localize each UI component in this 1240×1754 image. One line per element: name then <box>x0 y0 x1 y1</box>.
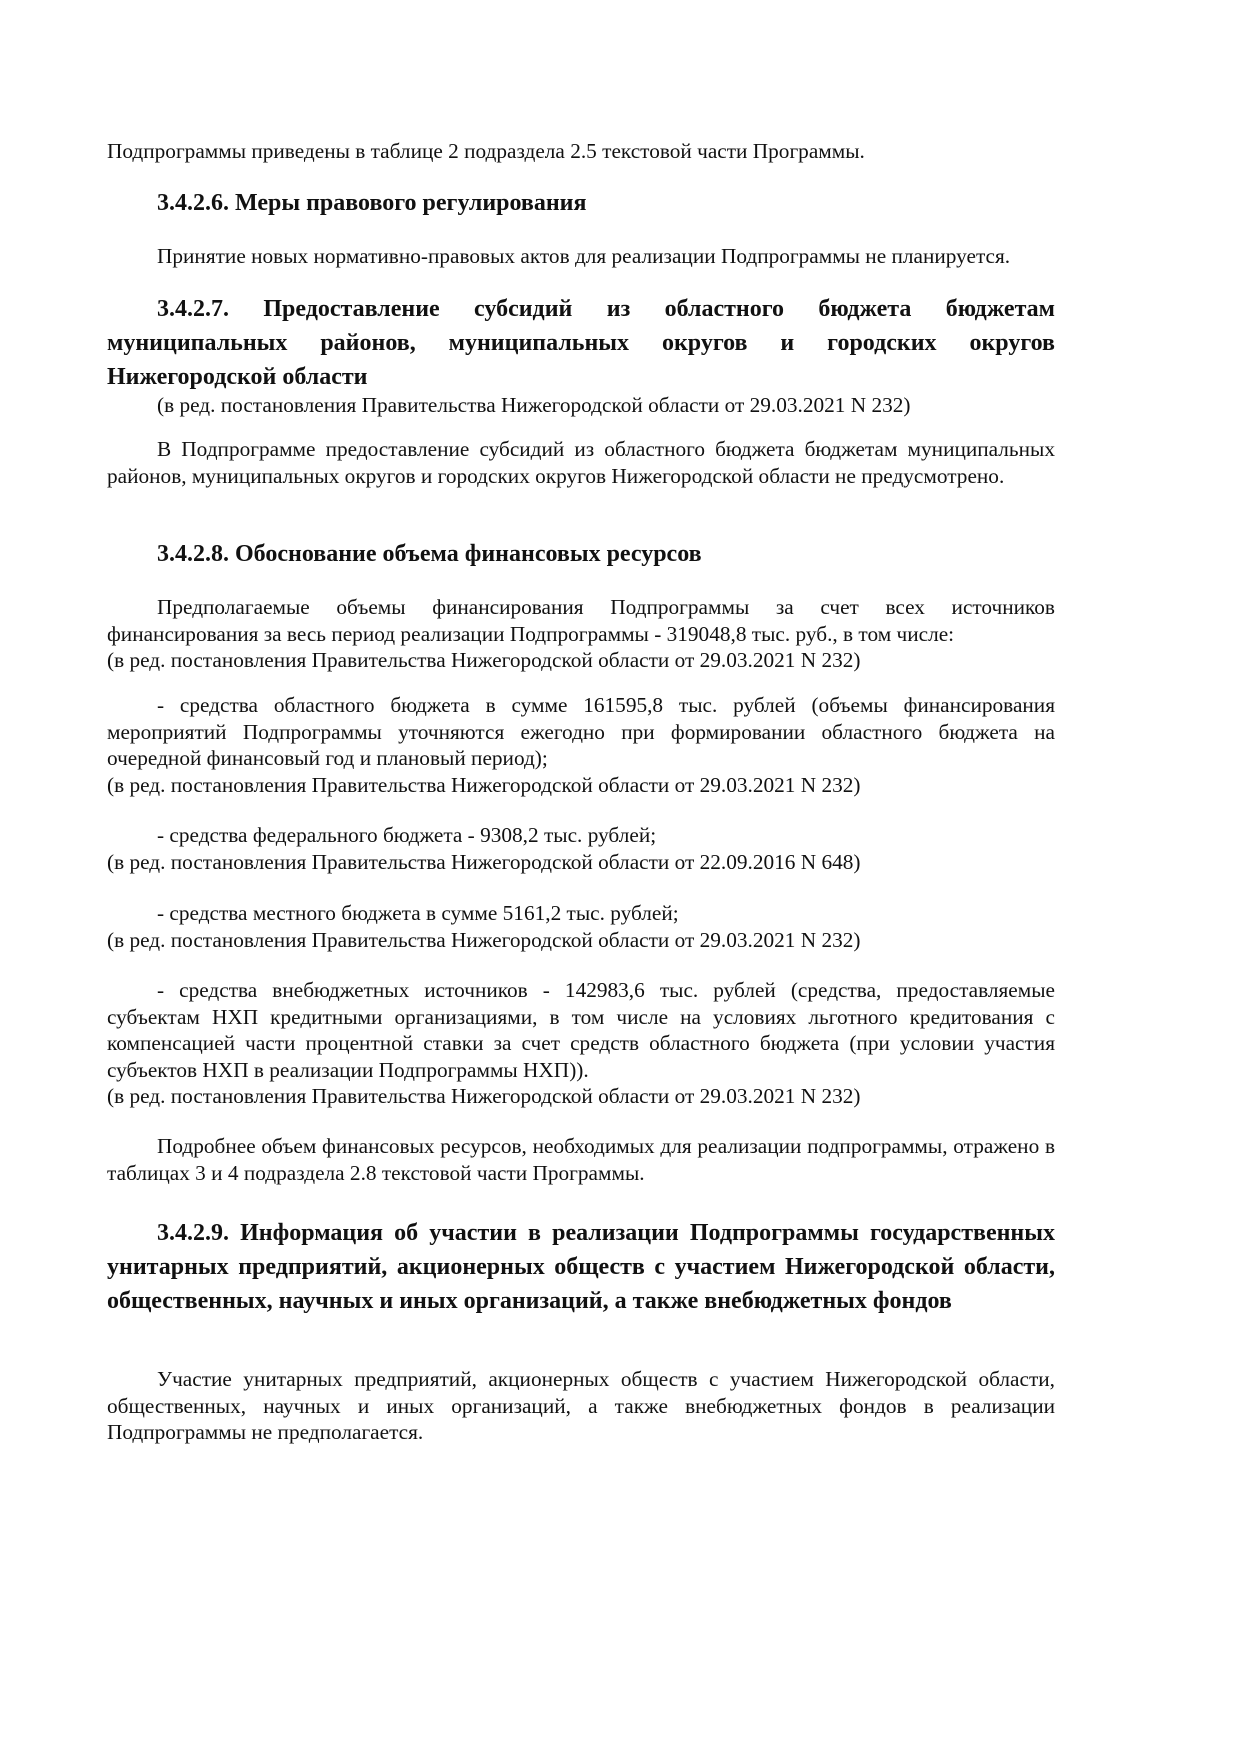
amendment-note: (в ред. постановления Правительства Нижегородской области от 29.03.2021 N 232) <box>157 393 911 417</box>
financing-item-local <box>107 900 1055 953</box>
financing-closing <box>107 1133 1055 1186</box>
financing-item-federal <box>107 822 1055 875</box>
section-3-4-2-7 <box>107 292 1055 419</box>
section-heading: 3.4.2.8. Обоснование объема финансовых ресурсов <box>157 541 702 567</box>
financing-closing-text: Подробнее объем финансовых ресурсов, необходимых для реализации подпрограммы, отражено в таблицах 3 и 4 подраздела 2.8 текстовой части Программы. <box>107 1134 1055 1185</box>
amendment-note: (в ред. постановления Правительства Нижегородской области от 22.09.2016 N 648) <box>107 849 861 874</box>
section-heading: 3.4.2.7. Предоставление субсидий из областного бюджета бюджетам муниципальных районов, муниципальных округов и городских округов Нижегородской области <box>107 296 1055 390</box>
section-3-4-2-8 <box>107 537 1055 571</box>
section-3-4-2-7-body <box>107 436 1055 489</box>
section-heading: 3.4.2.9. Информация об участии в реализации Подпрограммы государственных унитарных предприятий, акционерных обществ с участием Нижегородской области, общественных, научных и иных организаций, а также внебюджетных фондов <box>107 1220 1055 1314</box>
intro-text: Подпрограммы приведены в таблице 2 подраздела 2.5 текстовой части Программы. <box>107 139 865 163</box>
intro-paragraph <box>107 138 1055 165</box>
amendment-note: (в ред. постановления Правительства Нижегородской области от 29.03.2021 N 232) <box>107 1084 861 1108</box>
section-3-4-2-9-body <box>107 1366 1055 1446</box>
financing-total-text: Предполагаемые объемы финансирования Подпрограммы за счет всех источников финансирования за весь период реализации Подпрограммы - 319048,8 тыс. руб., в том числе: <box>107 595 1055 646</box>
financing-item-text: - средства федерального бюджета - 9308,2 тыс. рублей; <box>157 823 657 847</box>
amendment-note: (в ред. постановления Правительства Нижегородской области от 29.03.2021 N 232) <box>107 648 861 672</box>
financing-item-extrabudgetary <box>107 977 1055 1110</box>
financing-item-regional <box>107 692 1055 798</box>
financing-item-text: - средства областного бюджета в сумме 161595,8 тыс. рублей (объемы финансирования мероприятий Подпрограммы уточняются ежегодно при формировании областного бюджета на очередной финансовый год и плановый период); <box>107 693 1055 770</box>
section-paragraph: В Подпрограмме предоставление субсидий из областного бюджета бюджетам муниципальных районов, муниципальных округов и городских округов Нижегородской области не предусмотрено. <box>107 437 1055 488</box>
section-paragraph: Участие унитарных предприятий, акционерных обществ с участием Нижегородской области, общественных, научных и иных организаций, а также внебюджетных фондов в реализации Подпрограммы не предполагается. <box>107 1367 1055 1444</box>
section-3-4-2-6-body <box>107 243 1055 270</box>
section-3-4-2-9 <box>107 1216 1055 1318</box>
financing-total <box>107 594 1055 674</box>
section-paragraph: Принятие новых нормативно-правовых актов для реализации Подпрограммы не планируется. <box>157 244 1011 268</box>
amendment-note: (в ред. постановления Правительства Нижегородской области от 29.03.2021 N 232) <box>107 772 861 797</box>
section-heading: 3.4.2.6. Меры правового регулирования <box>157 190 587 216</box>
amendment-note: (в ред. постановления Правительства Нижегородской области от 29.03.2021 N 232) <box>107 927 861 952</box>
financing-item-text: - средства местного бюджета в сумме 5161,2 тыс. рублей; <box>157 901 679 925</box>
section-3-4-2-6 <box>107 186 1055 220</box>
financing-item-text: - средства внебюджетных источников - 142983,6 тыс. рублей (средства, предоставляемые субъектам НХП кредитными организациями, в том числе на условиях льготного кредитования с компенсацией части процентной ставки за счет средств областного бюджета (при условии участия субъектов НХП в реализации Подпрограммы НХП)). <box>107 978 1055 1082</box>
